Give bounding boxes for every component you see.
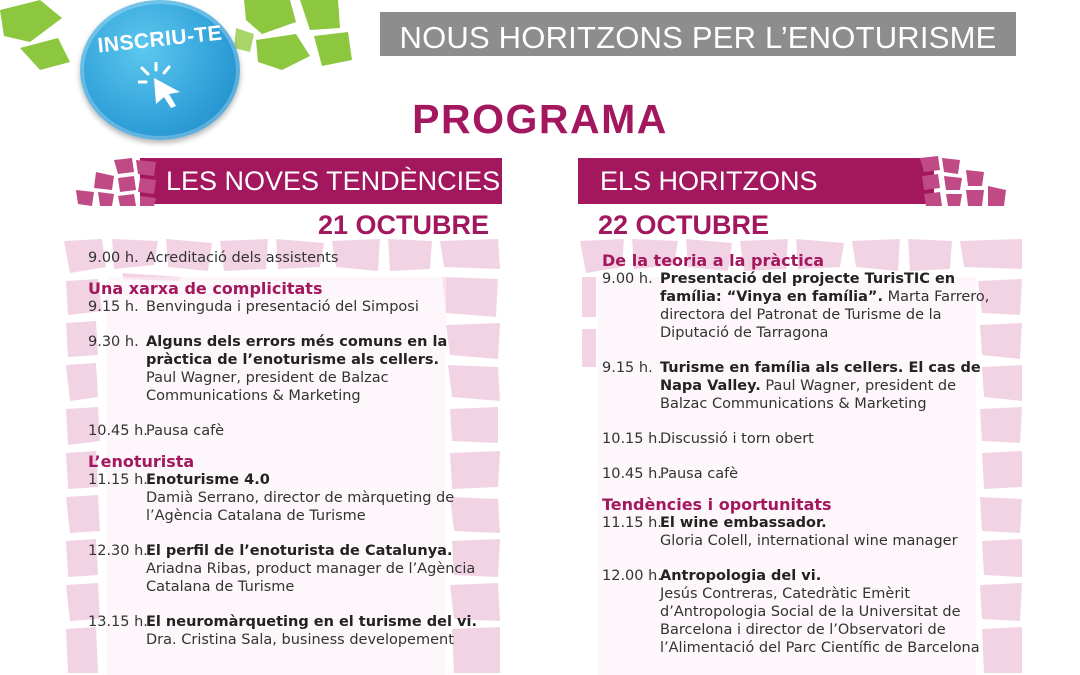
- item-time: 9.15 h.: [88, 299, 139, 315]
- list-item: [602, 465, 994, 483]
- item-text: Pausa cafè: [146, 423, 225, 439]
- item-title: Turisme en família als cellers. El cas de Napa Valley.: [660, 360, 981, 394]
- section-subheading: Tendències i oportunitats: [602, 495, 832, 514]
- list-item: [88, 613, 498, 649]
- list-item: [88, 542, 498, 596]
- list-item: [88, 422, 498, 440]
- list-item: [602, 430, 994, 448]
- item-text: Benvinguda i presentació del Simposi: [146, 299, 419, 315]
- section-subheading: Una xarxa de complicitats: [88, 279, 323, 298]
- day1-program: [88, 249, 498, 666]
- register-badge-label: INSCRIU-TE: [96, 21, 224, 58]
- pink-mosaic-ornament-right: [918, 156, 1008, 208]
- item-time: 12.30 h.: [88, 543, 148, 559]
- page-title: PROGRAMA: [412, 96, 668, 142]
- item-time: 12.00 h.: [602, 568, 662, 584]
- day1-section-title: LES NOVES TENDÈNCIES: [166, 166, 501, 196]
- item-text: Ariadna Ribas, product manager de l’Agència Catalana de Turisme: [146, 561, 476, 595]
- list-item: [602, 359, 994, 413]
- item-title: Antropologia del vi.: [660, 568, 822, 584]
- item-title: Alguns dels errors més comuns en la pràctica de l’enoturisme als cellers.: [146, 334, 448, 368]
- day2-section-title: ELS HORITZONS: [600, 166, 818, 196]
- list-item: [88, 471, 498, 525]
- item-title: Enoturisme 4.0: [146, 472, 270, 488]
- list-item: [602, 270, 994, 342]
- item-time: 10.15 h.: [602, 431, 662, 447]
- item-text: Pausa cafè: [660, 466, 739, 482]
- pink-mosaic-ornament-left: [74, 158, 158, 208]
- item-text: Dra. Cristina Sala, business developement: [146, 632, 454, 648]
- list-item: [88, 333, 498, 405]
- item-time: 10.45 h.: [602, 466, 662, 482]
- item-text: Paul Wagner, president de Balzac Communications & Marketing: [146, 370, 389, 404]
- item-text: Gloria Colell, international wine manager: [660, 533, 958, 549]
- day2-date: 22 OCTUBRE: [598, 210, 770, 240]
- item-text: Acreditació dels assistents: [146, 250, 339, 266]
- section-subheading: De la teoria a la pràctica: [602, 251, 825, 270]
- item-time: 11.15 h.: [602, 515, 662, 531]
- item-text: Damià Serrano, director de màrqueting de l’Agència Catalana de Turisme: [146, 490, 455, 524]
- day1-date: 21 OCTUBRE: [318, 210, 490, 240]
- header-title: NOUS HORITZONS PER L’ENOTURISME: [399, 20, 997, 55]
- item-text: Marta Farrero, directora del Patronat de Turisme de la Diputació de Tarragona: [660, 289, 990, 341]
- section-subheading: L’enoturista: [88, 452, 195, 471]
- header-banner: [380, 12, 1016, 56]
- item-time: 9.00 h.: [602, 271, 653, 287]
- day1-section-banner: [140, 158, 502, 204]
- item-text: Jesús Contreras, Catedràtic Emèrit d’Antropologia Social de la Universitat de Barcelona i director de l’Observatori de l’Alimentació del Parc Científic de Barcelona: [660, 586, 980, 656]
- list-item: [602, 567, 994, 657]
- item-title: Presentació del projecte TurisTIC en família: “Vinya en família”.: [660, 271, 956, 305]
- item-time: 9.00 h.: [88, 250, 139, 266]
- item-title: El wine embassador.: [660, 515, 827, 531]
- day2-section-banner: [578, 158, 934, 204]
- item-time: 10.45 h.: [88, 423, 148, 439]
- item-time: 9.30 h.: [88, 334, 139, 350]
- item-time: 13.15 h.: [88, 614, 148, 630]
- item-time: 9.15 h.: [602, 360, 653, 376]
- list-item: [88, 249, 498, 267]
- item-time: 11.15 h.: [88, 472, 148, 488]
- item-title: El neuromàrqueting en el turisme del vi.: [146, 614, 477, 630]
- list-item: [602, 514, 994, 550]
- item-text: Paul Wagner, president de Balzac Communications & Marketing: [660, 378, 957, 412]
- item-title: El perfil de l’enoturista de Catalunya.: [146, 543, 453, 559]
- list-item: [88, 298, 498, 316]
- day2-program: [602, 251, 994, 674]
- item-text: Discussió i torn obert: [660, 431, 814, 447]
